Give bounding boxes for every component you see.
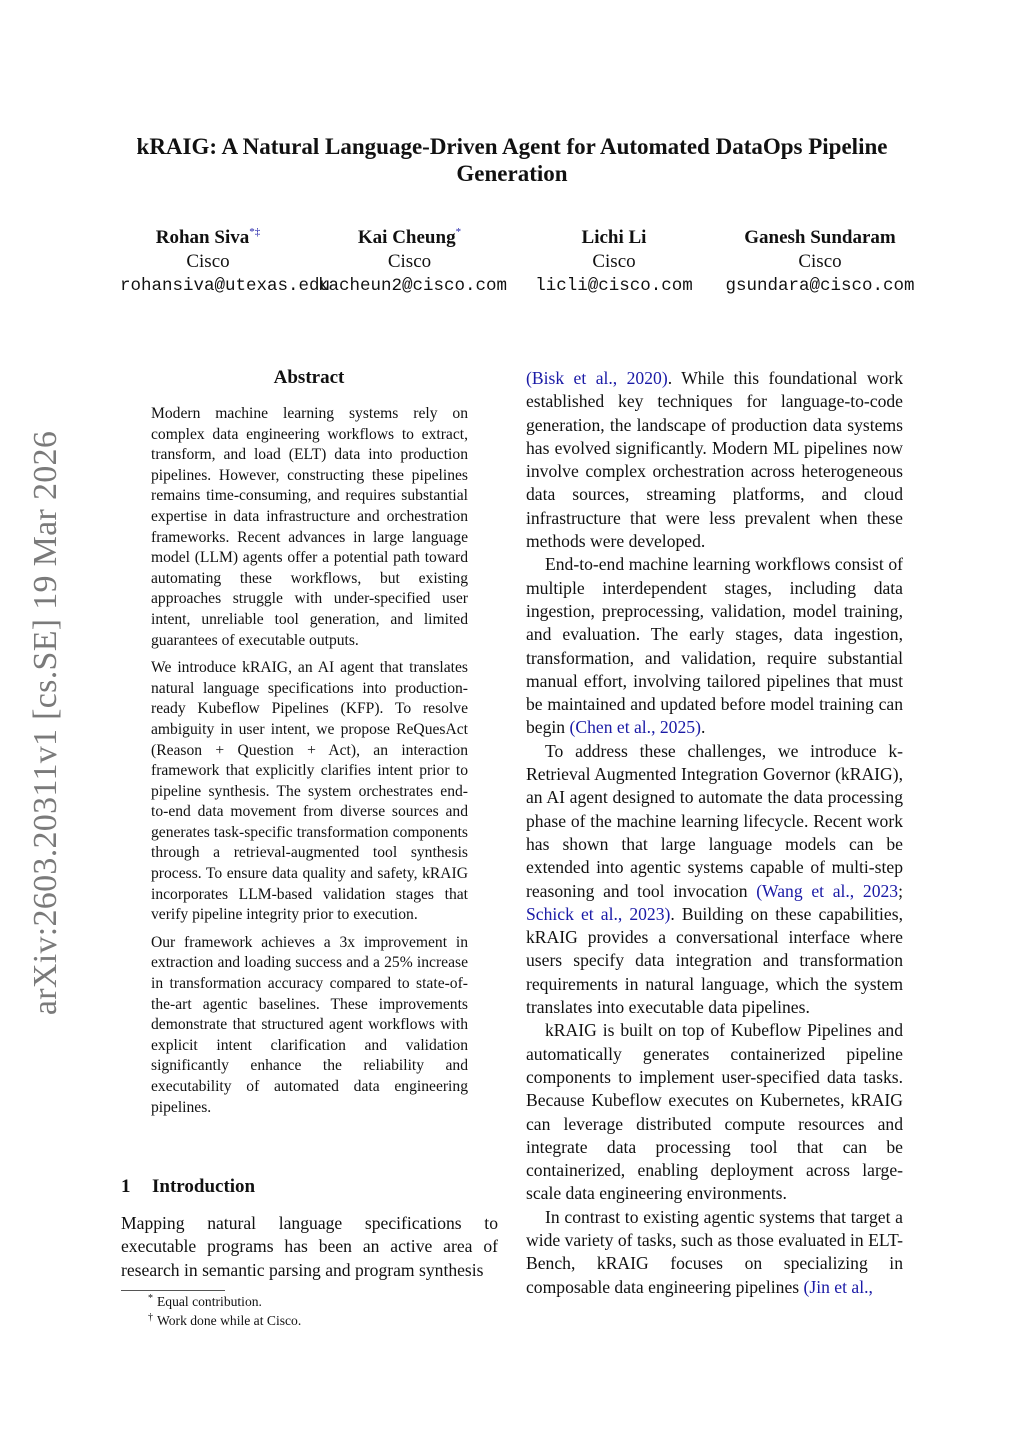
author-email[interactable]: gsundara@cisco.com <box>725 276 915 296</box>
footnote-mark: * <box>148 1293 153 1304</box>
author-affiliation: Cisco <box>186 251 230 272</box>
abstract-heading: Abstract <box>273 367 345 388</box>
body-paragraph <box>526 740 903 1020</box>
section-heading <box>121 1176 255 1198</box>
paragraph-text: . While this foundational work established key techniques for language-to-code generation, the landscape of production data systems has evolved significantly. Modern ML pipelines now involve complex orchestration across heterogeneous data sources, streaming platforms, and cloud infrastructure that were less prevalent when these methods were developed. <box>526 368 904 552</box>
section-title: Introduction <box>152 1176 256 1197</box>
footnote-2 <box>148 1311 301 1330</box>
paper-title: kRAIG: A Natural Language-Driven Agent for Automated DataOps Pipeline Generation <box>136 134 888 186</box>
author-name: Rohan Siva <box>155 227 250 248</box>
author-email[interactable]: rohansiva@utexas.edu <box>120 276 331 296</box>
footnote-1 <box>148 1292 301 1311</box>
paragraph-text: . Building on these capabilities, kRAIG provides a conversational interface where users specify data integration and transformation requirements in natural language, which the system translates into executable data pipelines. <box>526 903 903 1018</box>
abstract-paragraph: We introduce kRAIG, an AI agent that translates natural language specifications into production-ready Kubeflow Pipelines (KFP). To resolve ambiguity in user intent, we propose ReQuesAct (Reason + Question + Act), an interaction framework that explicitly clarifies intent prior to pipeline synthesis. The system orchestrates end-to-end data movement from diverse sources and generates task-specific transformation components through a retrieval-augmented tool synthesis process. To ensure data quality and safety, kRAIG incorporates LLM-based validation stages that verify pipeline integrity prior to execution. <box>151 659 468 924</box>
citation-link[interactable]: (Bisk et al., 2020) <box>526 368 668 388</box>
abstract-paragraph: Our framework achieves a 3x improvement in extraction and loading success and a 25% increase in transformation accuracy compared to state-of-the-art agentic baselines. These improvements demonstrate that structured agent workflows with explicit intent clarification and validation significantly enhance the reliability and executability of automated data engineering pipelines. <box>151 933 468 1116</box>
author-affiliation: Cisco <box>592 251 636 272</box>
intro-paragraph: Mapping natural language specifications to executable programs has been an active area of research in semantic parsing and program synthesis <box>121 1213 498 1280</box>
paragraph-text: ; <box>898 880 903 901</box>
author-affiliation: Cisco <box>798 251 842 272</box>
footnote-mark: † <box>148 1312 153 1323</box>
paragraph-text: In contrast to existing agentic systems that target a wide variety of tasks, such as those evaluated in ELT-Bench, kRAIG focuses on specializing in composable data engineering pipelines <box>526 1206 903 1297</box>
arxiv-stamp-text: arXiv:2603.20311v1 [cs.SE] 19 Mar 2026 <box>27 430 64 1016</box>
body-paragraph <box>526 553 903 739</box>
paragraph-text: End-to-end machine learning workflows consist of multiple interdependent stages, including data ingestion, preprocessing, validation, model training, and evaluation. The early stages, data ingestion, transformation, and validation, require substantial manual effort, involving tailored pipelines that must be maintained and updated before model training can begin <box>526 554 903 738</box>
author-email[interactable]: kacheun2@cisco.com <box>318 276 508 296</box>
body-paragraph <box>526 1019 903 1205</box>
author-affiliation: Cisco <box>387 251 432 272</box>
citation-link[interactable]: (Chen et al., 2025) <box>569 717 701 738</box>
author-email[interactable]: licli@cisco.com <box>535 276 693 296</box>
author-1 <box>120 226 331 298</box>
paragraph-text: To address these challenges, we introduce k-Retrieval Augmented Integration Governor (kRAIG), an AI agent designed to automate the data processing phase of the machine learning lifecycle. Recent work has shown that large language models can be extended into agentic systems capable of multi-step reasoning and tool invocation <box>526 740 903 901</box>
citation-link[interactable]: Schick et al., 2023) <box>526 903 671 924</box>
paragraph-text: kRAIG is built on top of Kubeflow Pipelines and automatically generates containerized pipeline components to implement user-specified data tasks. Because Kubeflow executes on Kubernetes, kRAIG can leverage distributed compute resources and integrate data processing tool that can be containerized, enabling deployment across large-scale data engineering environments. <box>526 1020 903 1204</box>
paragraph-text: . <box>700 717 706 738</box>
footnote-text: Equal contribution. <box>157 1294 262 1309</box>
author-name: Ganesh Sundaram <box>744 227 896 248</box>
author-name: Kai Cheung <box>357 227 456 248</box>
footnote-rule <box>121 1290 225 1291</box>
author-3 <box>530 226 698 298</box>
author-marks: * <box>455 226 462 238</box>
citation-link[interactable]: (Jin et al., <box>803 1276 873 1297</box>
author-4 <box>724 226 916 298</box>
author-2 <box>318 226 508 298</box>
author-name: Lichi Li <box>581 227 647 248</box>
footnote-text: Work done while at Cisco. <box>157 1313 302 1328</box>
right-column <box>526 367 903 1299</box>
intro-text <box>121 1212 498 1282</box>
author-marks: *‡ <box>249 226 261 238</box>
citation-link[interactable]: (Wang et al., 2023 <box>756 880 899 901</box>
body-paragraph <box>526 367 903 553</box>
footnotes <box>148 1292 301 1330</box>
section-number: 1 <box>121 1176 131 1197</box>
abstract-paragraph: Modern machine learning systems rely on complex data engineering workflows to extract, transform, and load (ELT) data into production pipelines. However, constructing these pipelines remains time-consuming, and requires substantial expertise in data infrastructure and orchestration frameworks. Recent advances in large language model (LLM) agents offer a potential path toward automating these workflows, but existing approaches struggle with under-specified user intent, unreliable tool generation, and limited guarantees of executable outputs. <box>151 405 468 649</box>
abstract-body <box>151 404 468 1125</box>
body-paragraph <box>526 1206 903 1299</box>
